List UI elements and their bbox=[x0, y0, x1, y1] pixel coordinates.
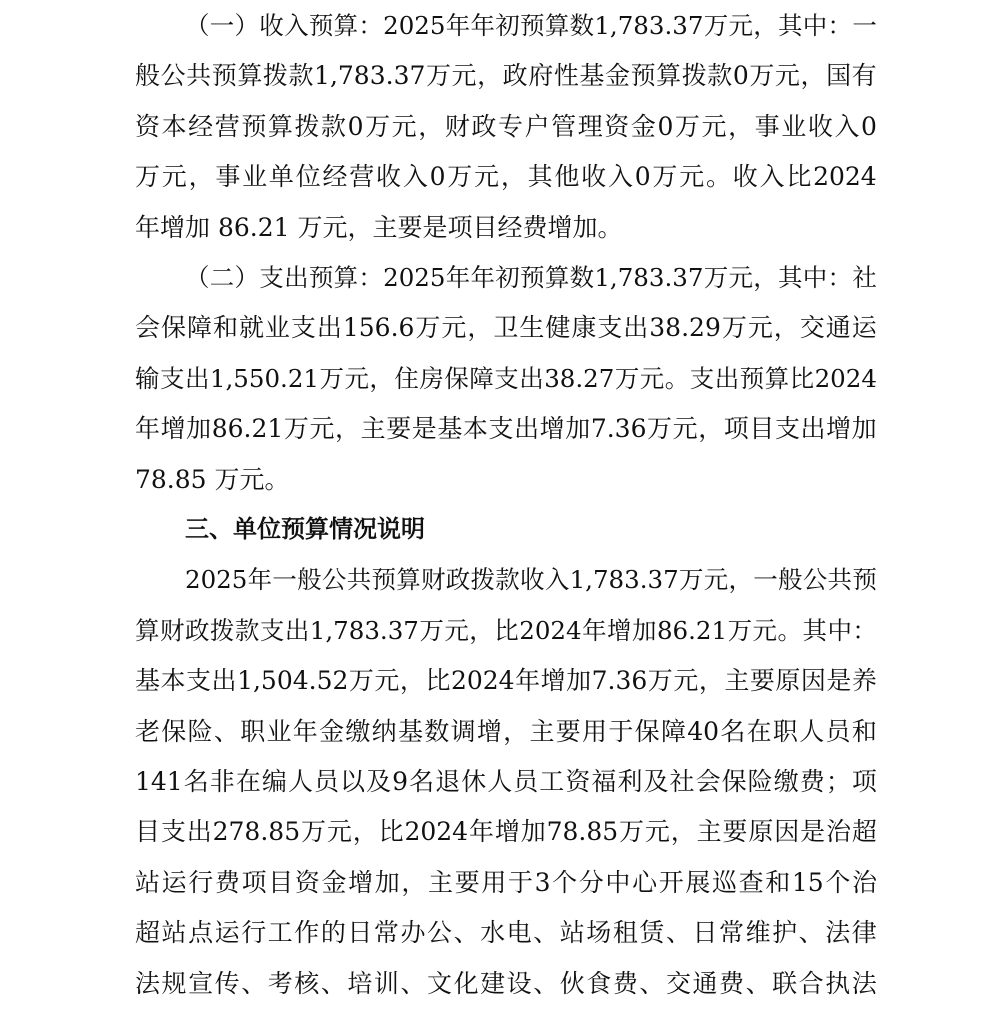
text-line: 超 站 点 运 行 工 作 的 日 常 办 公 、 水 电 、 站 场 租 赁 、 日 常 维 护 、 法 律 bbox=[135, 918, 877, 948]
section-heading: 三、单位预算情况说明 bbox=[185, 515, 425, 543]
text-line: 年 增 加 86.21 万 元 ， 主 要 是 基 本 支 出 增 加 7.36 万 元 ， 项 目 支 出 增 加 bbox=[135, 414, 877, 444]
text-line: 141 名 非 在 编 人 员 以 及 9 名 退 休 人 员 工 资 福 利 及 社 会 保 险 缴 费 ； 项 bbox=[135, 767, 877, 796]
text-line: 目 支 出 278.85 万 元 ， 比 2024 年 增 加 78.85 万 元 ， 主 要 原 因 是 治 超 bbox=[135, 817, 877, 847]
text-line: 基 本 支 出 1,504.52 万 元 ， 比 2024 年 增 加 7.36 万 元 ， 主 要 原 因 是 养 bbox=[135, 666, 877, 696]
text-line: 输 支 出 1,550.21 万 元 ， 住 房 保 障 支 出 38.27 万 元 。 支 出 预 算 比 2024 bbox=[135, 363, 877, 393]
text-line: （ 二 ） 支 出 预 算 ： 2025 年 年 初 预 算 数 1,783.37 万 元 ， 其 中 ： 社 bbox=[185, 263, 877, 292]
text-line: 资 本 经 营 预 算 拨 款 0 万 元 ， 财 政 专 户 管 理 资 金 0 万 元 ， 事 业 收 入 0 bbox=[135, 111, 877, 141]
text-line: 年增加 86.21 万元，主要是项目经费增加。 bbox=[135, 212, 623, 242]
text-line: 万 元 ， 事 业 单 位 经 营 收 入 0 万 元 ， 其 他 收 入 0 万 元 。 收 入 比 2024 bbox=[135, 162, 877, 192]
text-line: 会 保 障 和 就 业 支 出 156.6 万 元 ， 卫 生 健 康 支 出 38.29 万 元 ， 交 通 运 bbox=[135, 313, 877, 343]
text-line: 般 公 共 预 算 拨 款 1,783.37 万 元 ， 政 府 性 基 金 预 算 拨 款 0 万 元 ， 国 有 bbox=[135, 61, 877, 91]
text-line: 站 运 行 费 项 目 资 金 增 加 ， 主 要 用 于 3 个 分 中 心 开 展 巡 查 和 15 个 治 bbox=[135, 867, 877, 897]
text-line: 78.85 万元。 bbox=[135, 464, 290, 494]
text-line: 法 规 宣 传 、 考 核 、 培 训 、 文 化 建 设 、 伙 食 费 、 交 通 费 、 联 合 执 法 bbox=[135, 968, 877, 998]
text-line: 老 保 险 、 职 业 年 金 缴 纳 基 数 调 增 ， 主 要 用 于 保 障 40 名 在 职 人 员 和 bbox=[135, 716, 877, 746]
text-line: 2025 年 一 般 公 共 预 算 财 政 拨 款 收 入 1,783.37 万 元 ， 一 般 公 共 预 bbox=[185, 565, 877, 595]
text-line: 算 财 政 拨 款 支 出 1,783.37 万 元 ， 比 2024 年 增 加 86.21 万 元 。 其 中 ： bbox=[135, 615, 877, 645]
text-line: （ 一 ） 收 入 预 算 ： 2025 年 年 初 预 算 数 1,783.37 万 元 ， 其 中 ： 一 bbox=[185, 11, 877, 40]
